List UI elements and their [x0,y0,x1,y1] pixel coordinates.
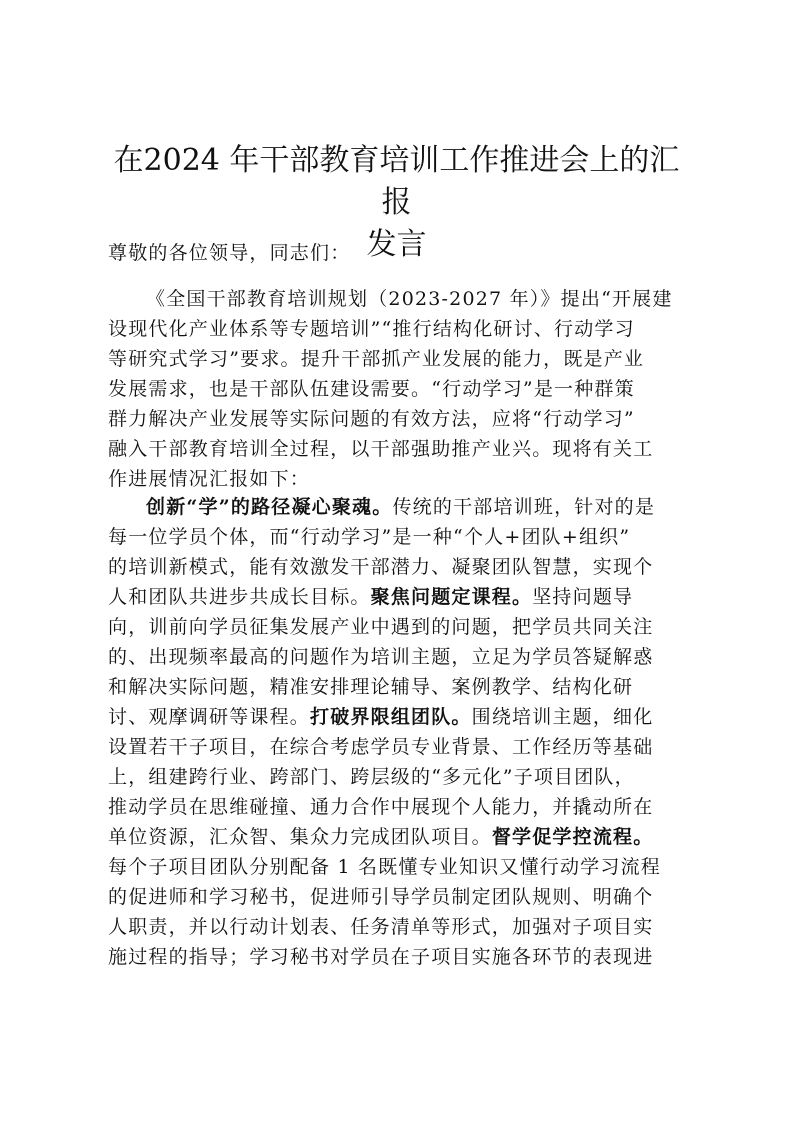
paragraph-line: 作进展情况汇报如下： [108,468,311,490]
paragraph-line: 《全国干部教育培训规划（2023-2027 年）》提出“开展建 [146,288,673,310]
paragraph-line [108,582,700,612]
paragraph-line: 设现代化产业体系等专题培训”“推行结构化研讨、行动学习 [108,318,635,340]
text-run: 讨、观摩调研等课程。 [108,706,311,728]
paragraph-line: 推动学员在思维碰撞、通力合作中展现个人能力，并撬动所在 [108,796,654,818]
text-run: 单位资源，汇众智、集众力完成团队项目。 [108,826,492,848]
paragraph-line: 和解决实际问题，精准安排理论辅导、案例教学、结构化研 [108,676,634,698]
text-run: 传统的干部培训班，针对的是 [392,496,656,518]
paragraph-line: 群力解决产业发展等实际问题的有效方法，应将“行动学习” [108,408,635,430]
paragraph-line: 上，组建跨行业、跨部门、跨层级的“多元化”子项目团队， [108,766,635,788]
paragraph-line: 的培训新模式，能有效激发干部潜力、凝聚团队智慧，实现个 [108,556,654,578]
paragraph-line: 人职责，并以行动计划表、任务清单等形式，加强对子项目实 [108,916,654,938]
paragraph-line: 融入干部教育培训全过程，以干部强助推产业兴。现将有关工 [108,438,654,460]
paragraph-line: 等研究式学习”要求。提升干部抓产业发展的能力，既是产业 [108,348,645,370]
paragraph-line: 设置若干子项目，在综合考虑学员专业背景、工作经历等基础 [108,736,654,758]
text-run: 人和团队共进步共成长目标。 [108,586,371,608]
paragraph-line: 的、出现频率最高的问题作为培训主题，立足为学员答疑解惑 [108,646,654,668]
title-line-2: 发言 [366,227,427,262]
paragraph-line: 每个子项目团队分别配备 1 名既懂专业知识又懂行动学习流程 [108,856,661,878]
paragraph-line [108,702,700,732]
text-run: 坚持问题导 [532,586,634,608]
section-heading-teams: 打破界限组团队。 [310,706,472,728]
section-heading-curriculum: 聚焦问题定课程。 [370,586,533,608]
paragraph-line: 施过程的指导；学习秘书对学员在子项目实施各环节的表现进 [108,946,654,968]
paragraph-line: 的促进师和学习秘书，促进师引导学员制定团队规则、明确个 [108,886,654,908]
paragraph-line [108,822,700,852]
paragraph-intro [108,284,700,494]
title-line-1: 在2024 年干部教育培训工作推进会上的汇报 [113,143,680,220]
paragraph-line: 每一位学员个体，而“行动学习”是一种“个人+团队+组织” [108,526,631,548]
section-heading-innovation: 创新“学”的路径凝心聚魂。 [146,496,393,518]
section-heading-process: 督学促学控流程。 [491,826,654,848]
paragraph-line: 发展需求，也是干部队伍建设需要。“行动学习”是一种群策 [108,378,635,400]
paragraph-line: 向，训前向学员征集发展产业中遇到的问题，把学员共同关注 [108,616,654,638]
paragraph-learning-path [108,492,700,972]
salutation: 尊敬的各位领导，同志们： [108,242,351,264]
text-run: 围绕培训主题，细化 [471,706,654,728]
paragraph-line [108,492,700,522]
